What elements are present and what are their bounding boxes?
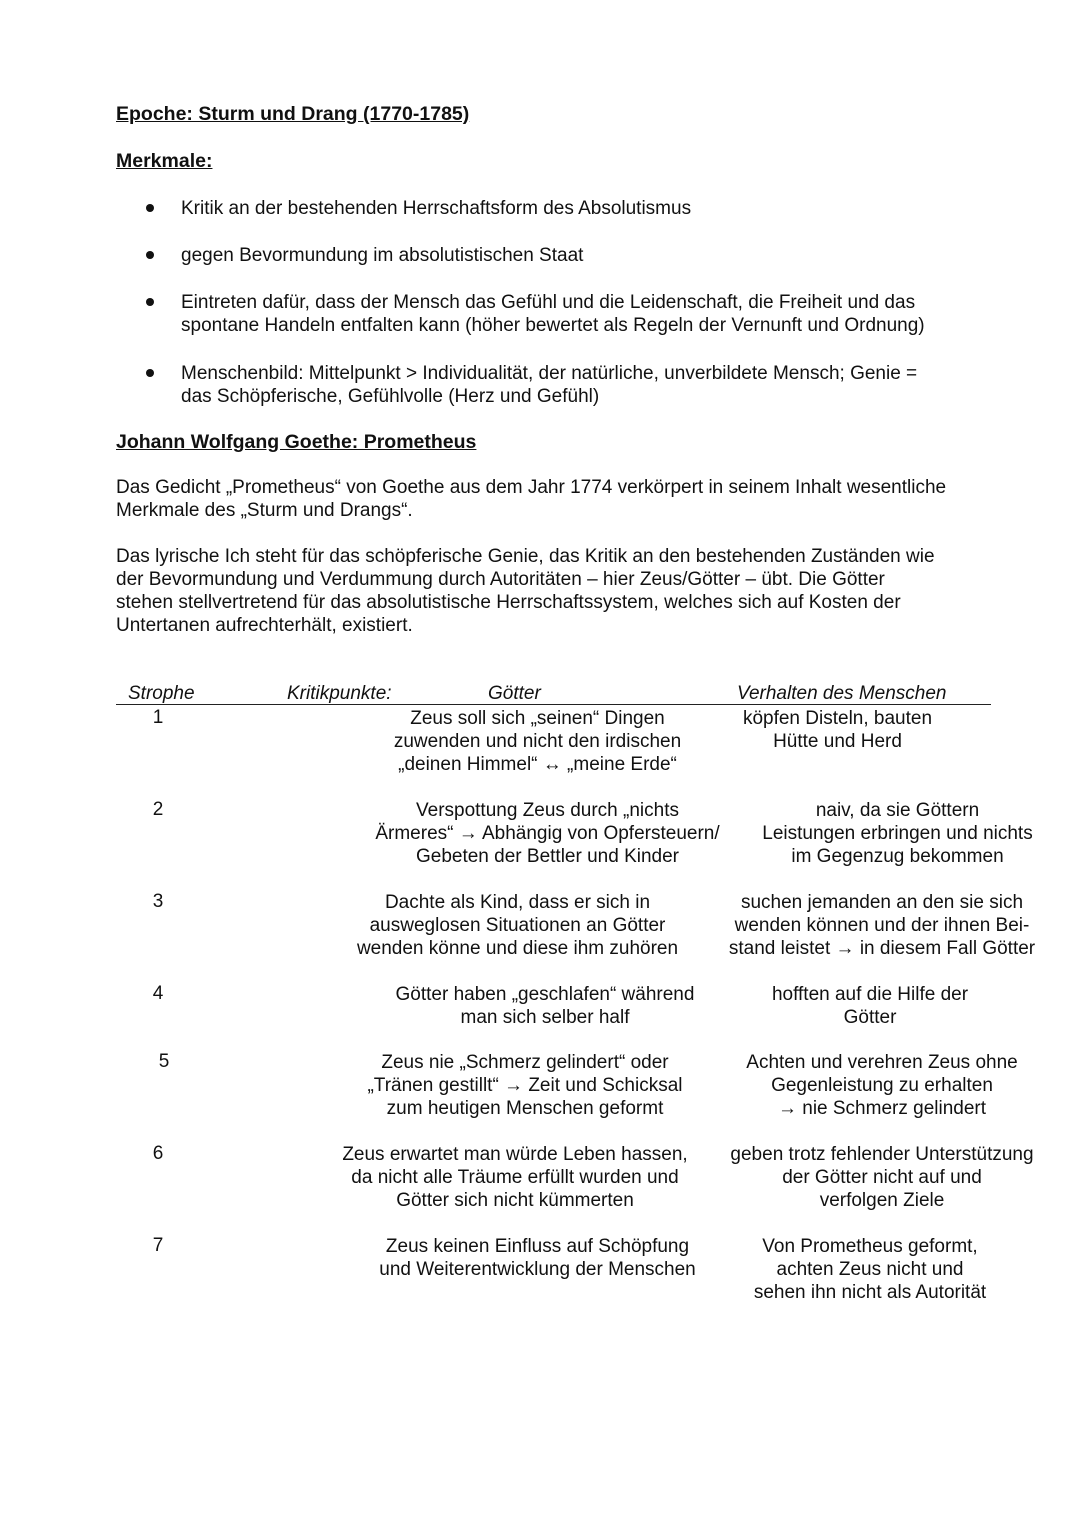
poem-heading: Johann Wolfgang Goethe: Prometheus <box>116 431 477 453</box>
analysis-paragraph: Das lyrische Ich steht für das schöpferische Genie, das Kritik an den bestehenden Zuständen wie der Bevormundung und Verdummung durch Autoritäten – hier Zeus/Götter – übt. Die Götter stehen stellvertretend für das absolutistische Herrschaftssystem, welches sich auf Kosten der Untertanen aufrechterhält, existiert. <box>116 546 935 636</box>
goetter-cell: Zeus nie „Schmerz gelindert“ oder „Tränen gestillt“ → Zeit und Schicksal zum heutigen Menschen geformt <box>367 1052 683 1119</box>
menschen-cell: hofften auf die Hilfe der Götter <box>771 984 969 1028</box>
header-strophe: Strophe <box>128 683 195 704</box>
bullet-icon <box>146 251 154 259</box>
menschen-cell: köpfen Disteln, bauten Hütte und Herd <box>742 708 933 752</box>
epoch-heading: Epoche: Sturm und Drang (1770-1785) <box>116 103 470 125</box>
strophe-number: 6 <box>152 1143 164 1164</box>
goetter-cell: Zeus keinen Einfluss auf Schöpfung und Weiterentwicklung der Menschen <box>379 1236 696 1280</box>
strophe-number: 2 <box>152 799 164 820</box>
goetter-cell: Zeus erwartet man würde Leben hassen, da nicht alle Träume erfüllt wurden und Götter sich nicht kümmerten <box>342 1144 688 1211</box>
header-goetter: Götter <box>488 683 541 704</box>
menschen-cell: Von Prometheus geformt, achten Zeus nicht und sehen ihn nicht als Autorität <box>753 1236 987 1303</box>
goetter-cell: Zeus soll sich „seinen“ Dingen zuwenden und nicht den irdischen „deinen Himmel“ ↔ „meine Erde“ <box>393 708 682 775</box>
goetter-cell: Verspottung Zeus durch „nichts Ärmeres“ → Abhängig von Opfersteuern/ Gebeten der Bettler und Kinder <box>375 800 720 867</box>
goetter-cell: Dachte als Kind, dass er sich in ausweglosen Situationen an Götter wenden könne und diese ihm zuhören <box>356 892 679 959</box>
strophe-number: 1 <box>152 707 164 728</box>
strophe-number: 5 <box>158 1051 170 1072</box>
bullet-icon <box>146 369 154 377</box>
menschen-cell: Achten und verehren Zeus ohne Gegenleistung zu erhalten → nie Schmerz gelindert <box>746 1052 1018 1119</box>
header-verhalten: Verhalten des Menschen <box>737 683 947 704</box>
header-kritikpunkte: Kritikpunkte: <box>287 683 392 704</box>
menschen-cell: suchen jemanden an den sie sich wenden können und der ihnen Bei- stand leistet → in diesem Fall Götter <box>728 892 1036 959</box>
bullet-icon <box>146 298 154 306</box>
feature-item: Eintreten dafür, dass der Mensch das Gefühl und die Leidenschaft, die Freiheit und das spontane Handeln entfalten kann (höher bewertet als Regeln der Vernunft und Ordnung) <box>181 292 925 336</box>
intro-paragraph: Das Gedicht „Prometheus“ von Goethe aus dem Jahr 1774 verkörpert in seinem Inhalt wesentliche Merkmale des „Sturm und Drangs“. <box>116 477 947 521</box>
strophe-number: 4 <box>152 983 164 1004</box>
header-rule <box>116 704 991 705</box>
feature-item: Kritik an der bestehenden Herrschaftsform des Absolutismus <box>181 198 692 219</box>
menschen-cell: geben trotz fehlender Unterstützung der Götter nicht auf und verfolgen Ziele <box>730 1144 1034 1211</box>
feature-item: gegen Bevormundung im absolutistischen Staat <box>181 245 584 266</box>
strophe-number: 3 <box>152 891 164 912</box>
menschen-cell: naiv, da sie Göttern Leistungen erbringen und nichts im Gegenzug bekommen <box>762 800 1033 867</box>
features-heading: Merkmale: <box>116 150 213 172</box>
goetter-cell: Götter haben „geschlafen“ während man sich selber half <box>395 984 695 1028</box>
bullet-icon <box>146 204 154 212</box>
strophe-number: 7 <box>152 1235 164 1256</box>
feature-item: Menschenbild: Mittelpunkt > Individualität, der natürliche, unverbildete Mensch; Genie = das Schöpferische, Gefühlvolle (Herz und Gefühl) <box>181 363 918 407</box>
